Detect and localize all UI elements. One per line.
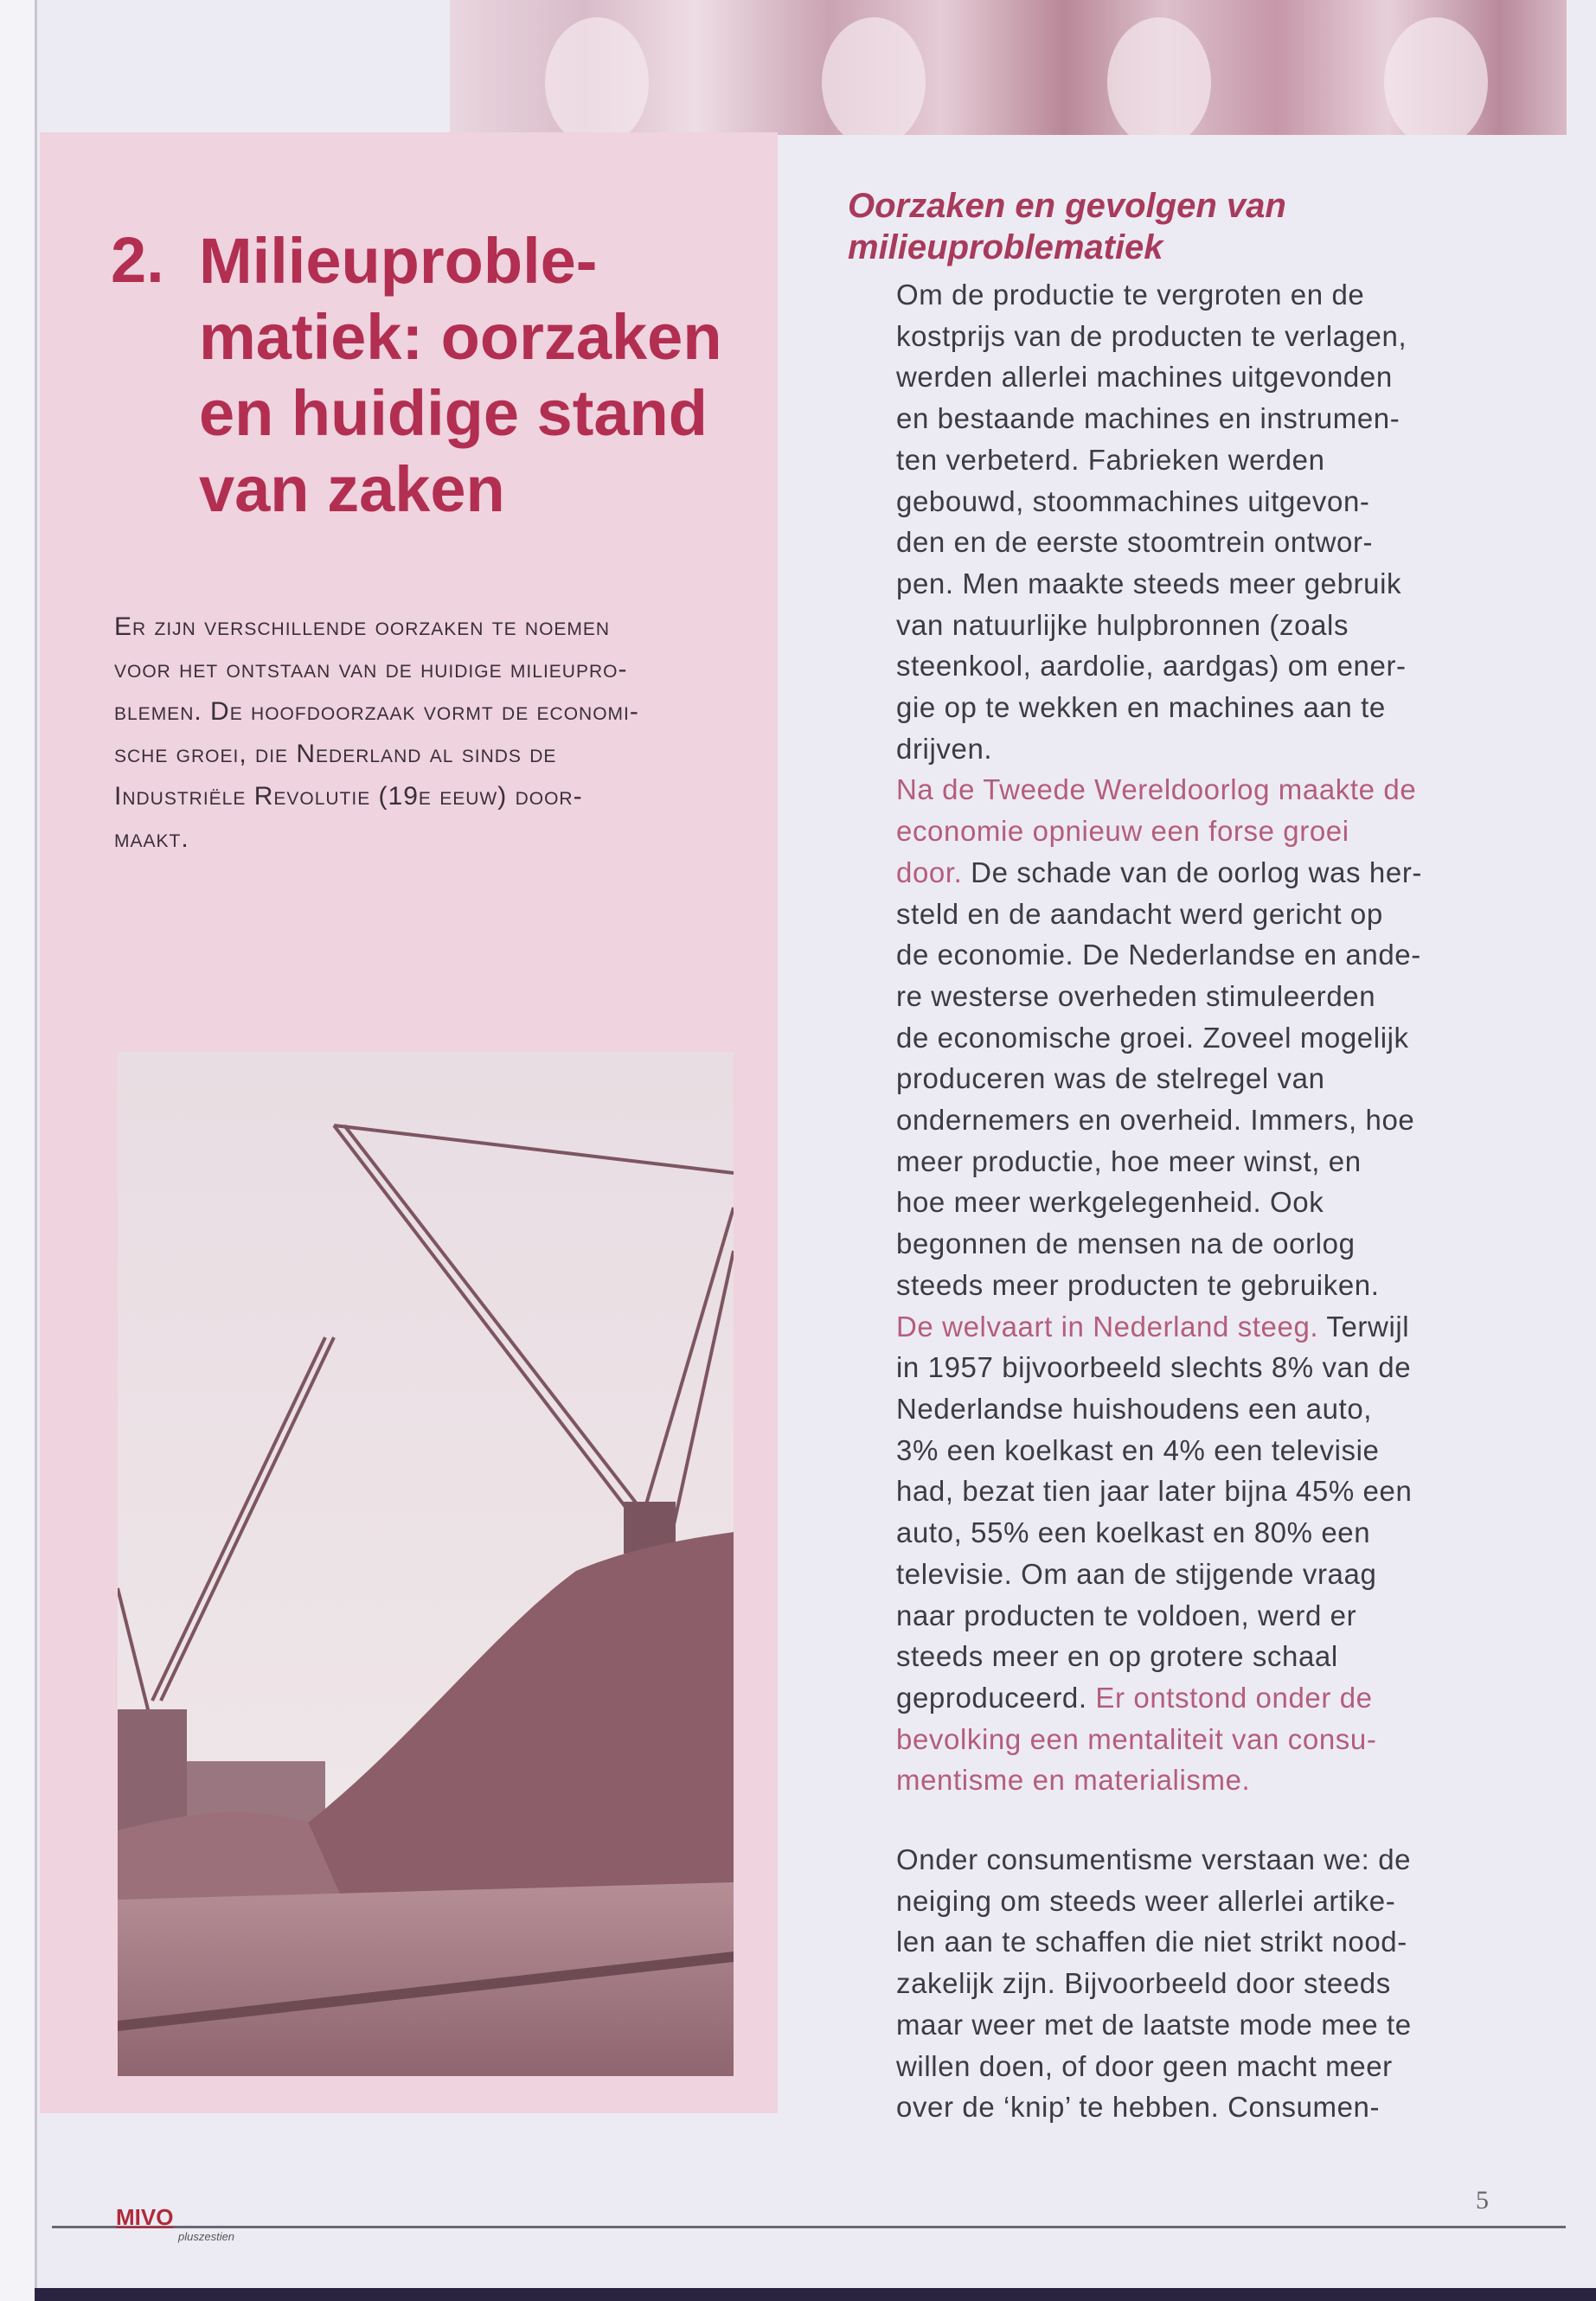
body-line [896, 316, 1422, 357]
body-text: drijven. [896, 732, 993, 765]
body-text: steld en de aandacht werd gericht op [896, 897, 1383, 930]
face-image [822, 17, 926, 135]
body-line [896, 1058, 1422, 1099]
highlighted-text: door. [896, 856, 963, 888]
body-text: maar weer met de laatste mode mee te [896, 2008, 1412, 2041]
body-line [896, 1099, 1422, 1141]
body-text: gie op te wekken en machines aan te [896, 691, 1386, 724]
body-text: ondernemers en overheid. Immers, hoe [896, 1104, 1415, 1137]
body-text: den en de eerste stoomtrein ontwor- [896, 526, 1374, 559]
title-line: en huidige stand [199, 377, 708, 449]
body-line [896, 1182, 1422, 1223]
intro-line: Er zijn verschillende oorzaken te noemen [114, 612, 611, 641]
body-text: Terwijl [1318, 1310, 1410, 1343]
body-text: zakelijk zijn. Bijvoorbeeld door steeds [896, 1967, 1391, 2000]
body-text: werden allerlei machines uitgevonden [896, 361, 1393, 394]
body-text: geproduceerd. [896, 1681, 1096, 1714]
body-text: len aan te schaffen die niet strikt nood- [896, 1926, 1407, 1958]
footer-divider [52, 2226, 1566, 2228]
intro-line: blemen. De hoofdoorzaak vormt de economi- [114, 697, 639, 726]
body-line [896, 1306, 1422, 1348]
highlighted-text: mentisme en materialisme. [896, 1764, 1251, 1797]
body-line [896, 1759, 1422, 1801]
mivo-logo: MIVO [116, 2204, 174, 2230]
body-line [896, 1839, 1412, 1881]
highlighted-text: De welvaart in Nederland steeg. [896, 1310, 1319, 1343]
body-line [896, 1265, 1422, 1306]
body-paragraph [896, 274, 1422, 1801]
body-text: neiging om steeds weer allerlei artike- [896, 1884, 1396, 1917]
body-line [896, 1921, 1412, 1963]
body-text: meer productie, hoe meer winst, en [896, 1144, 1362, 1177]
body-line [896, 2046, 1412, 2087]
body-line [896, 605, 1422, 646]
page-edge [0, 0, 37, 2301]
body-text: Nederlandse huishoudens een auto, [896, 1392, 1373, 1425]
body-line [896, 1719, 1422, 1760]
body-text: gebouwd, stoommachines uitgevon- [896, 484, 1370, 517]
body-line [896, 769, 1422, 811]
body-text: begonnen de mensen na de oorlog [896, 1227, 1356, 1260]
intro-line: maakt. [114, 824, 189, 853]
body-line [896, 1881, 1412, 1922]
body-line [896, 1512, 1422, 1554]
body-line [896, 522, 1422, 563]
portraits-photo-strip [450, 0, 1567, 135]
body-line [896, 811, 1422, 852]
body-line [896, 481, 1422, 522]
body-text: kostprijs van de producten te verlagen, [896, 319, 1407, 352]
chapter-number: 2. [111, 224, 164, 296]
face-image [1107, 17, 1211, 135]
face-image [1384, 17, 1488, 135]
body-line [896, 1141, 1422, 1183]
body-line [896, 728, 1422, 770]
body-line [896, 356, 1422, 398]
body-text: willen doen, of door geen macht meer [896, 2049, 1393, 2082]
scrap-yard-crane-photo [118, 1052, 734, 2076]
body-text: Om de productie te vergroten en de [896, 279, 1365, 311]
intro-line: sche groei, die Nederland al sinds de [114, 740, 557, 768]
logo-subtitle: pluszestien [178, 2230, 235, 2243]
body-text: hoe meer werkgelegenheid. Ook [896, 1186, 1324, 1219]
body-text: steeds meer en op grotere schaal [896, 1640, 1338, 1673]
body-text: naar producten te voldoen, werd er [896, 1599, 1357, 1631]
body-line [896, 1430, 1422, 1471]
body-text: en bestaande machines en instrumen- [896, 402, 1401, 435]
body-line [896, 1677, 1422, 1719]
body-line [896, 1388, 1422, 1430]
title-line: van zaken [199, 453, 505, 525]
body-line [896, 976, 1422, 1017]
intro-text [114, 606, 754, 860]
body-text: produceren was de stelregel van [896, 1062, 1325, 1095]
intro-line: voor het ontstaan van de huidige milieupro- [114, 655, 628, 683]
body-line [896, 1017, 1422, 1059]
body-text: van natuurlijke hulpbronnen (zoals [896, 608, 1349, 641]
body-text: de economie. De Nederlandse en ande- [896, 939, 1421, 971]
body-paragraph [896, 1839, 1412, 2128]
title-line: Milieuproble- [199, 225, 598, 297]
body-text: in 1957 bijvoorbeeld slechts 8% van de [896, 1351, 1412, 1384]
body-text: de economische groei. Zoveel mogelijk [896, 1021, 1409, 1054]
body-text: over de ‘knip’ te hebben. Consumen- [896, 2091, 1381, 2124]
body-text: steeds meer producten te gebruiken. [896, 1268, 1380, 1301]
body-text: steenkool, aardolie, aardgas) om ener- [896, 650, 1407, 683]
body-line [896, 852, 1422, 894]
body-line [896, 398, 1422, 439]
body-line [896, 274, 1422, 316]
body-text: auto, 55% een koelkast en 80% een [896, 1516, 1371, 1549]
body-line [896, 645, 1422, 687]
highlighted-text: economie opnieuw een forse groei [896, 815, 1349, 848]
body-line [896, 687, 1422, 728]
page-number: 5 [1476, 2186, 1489, 2214]
body-line [896, 1636, 1422, 1677]
body-line [896, 1963, 1412, 2004]
highlighted-text: bevolking een mentaliteit van consu- [896, 1722, 1377, 1755]
body-line [896, 1223, 1422, 1265]
title-line: matiek: oorzaken [199, 301, 722, 373]
section-heading [848, 185, 1286, 268]
intro-line: Industriële Revolutie (19e eeuw) door- [114, 782, 583, 811]
body-line [896, 894, 1422, 935]
body-text: had, bezat tien jaar later bijna 45% een [896, 1475, 1413, 1508]
body-line [896, 1471, 1422, 1512]
heading-line: Oorzaken en gevolgen van [848, 187, 1286, 225]
body-line [896, 439, 1422, 481]
highlighted-text: Na de Tweede Wereldoorlog maakte de [896, 773, 1417, 806]
heading-line: milieuproblematiek [848, 228, 1163, 266]
highlighted-text: Er ontstond onder de [1095, 1681, 1373, 1714]
body-text: ten verbeterd. Fabrieken werden [896, 443, 1325, 476]
body-line [896, 1347, 1422, 1388]
body-line [896, 1554, 1422, 1595]
body-text: 3% een koelkast en 4% een televisie [896, 1433, 1380, 1466]
body-line [896, 1595, 1422, 1637]
bottom-edge [35, 2288, 1596, 2301]
body-text: De schade van de oorlog was her- [962, 856, 1422, 888]
body-line [896, 934, 1422, 976]
body-text: re westerse overheden stimuleerden [896, 979, 1376, 1012]
body-text: televisie. Om aan de stijgende vraag [896, 1557, 1377, 1590]
body-text: pen. Men maakte steeds meer gebruik [896, 567, 1402, 599]
body-line [896, 563, 1422, 605]
body-line [896, 2004, 1412, 2046]
face-image [545, 17, 649, 135]
body-text: Onder consumentisme verstaan we: de [896, 1843, 1412, 1875]
body-line [896, 2086, 1412, 2128]
chapter-title [199, 223, 722, 528]
